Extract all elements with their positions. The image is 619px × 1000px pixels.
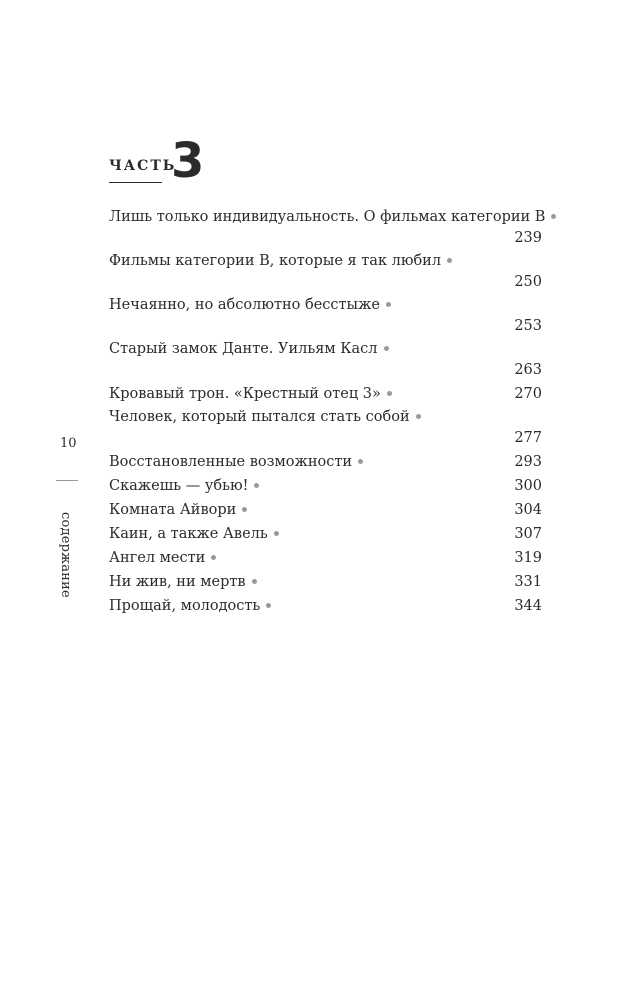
toc-entry-title: Старый замок Данте. Уильям Касл: [109, 341, 378, 357]
toc-entry-page: 270: [514, 386, 542, 402]
toc-entry-page: 263: [514, 362, 542, 378]
toc-entry-page: 239: [514, 230, 542, 246]
bullet-dot-icon: [551, 214, 556, 219]
part-header: [109, 133, 249, 189]
toc-entry-page: 304: [514, 502, 542, 518]
toc-entry-title: Лишь только индивидуальность. О фильмах категории B: [109, 209, 546, 225]
toc-entry: [109, 406, 542, 450]
bullet-dot-icon: [274, 531, 279, 536]
toc-entry-page: 293: [514, 454, 542, 470]
toc-entry-title: Фильмы категории B, которые я так любил: [109, 253, 442, 269]
toc-entry-page: 253: [514, 318, 542, 334]
toc-entry-title: Скажешь — убью!: [109, 478, 249, 494]
toc-entry-page: 331: [514, 574, 542, 590]
toc-entry-page: 307: [514, 526, 542, 542]
sidebar-divider: [56, 480, 78, 481]
toc-entry: [109, 206, 546, 250]
toc-entry: [109, 382, 542, 406]
toc-entry: [109, 294, 542, 338]
toc-entry-title: Ни жив, ни мертв: [109, 574, 246, 590]
bullet-dot-icon: [242, 507, 247, 512]
toc-entry-title: Комната Айвори: [109, 502, 237, 518]
toc-entry: [109, 498, 542, 522]
toc-entry: [109, 546, 542, 570]
toc-entry-page: 277: [514, 430, 542, 446]
bullet-dot-icon: [386, 302, 391, 307]
toc-entry-page: 300: [514, 478, 542, 494]
bullet-dot-icon: [358, 459, 363, 464]
table-of-contents: [109, 206, 546, 618]
toc-entry: [109, 338, 542, 382]
bullet-dot-icon: [252, 579, 257, 584]
toc-entry-page: 319: [514, 550, 542, 566]
toc-entry-title: Восстановленные возможности: [109, 454, 353, 470]
part-number: 3: [171, 133, 205, 189]
toc-entry: [109, 570, 542, 594]
toc-entry-title: Нечаянно, но абсолютно бесстыже: [109, 297, 381, 313]
bullet-dot-icon: [387, 391, 392, 396]
toc-entry-title: Ангел мести: [109, 550, 206, 566]
toc-entry-title: Каин, а также Авель: [109, 526, 268, 542]
toc-entry-title: Кровавый трон. «Крестный отец 3»: [109, 386, 381, 402]
bullet-dot-icon: [447, 258, 452, 263]
toc-entry-title: Человек, который пытался стать собой: [109, 409, 410, 425]
part-underline: [109, 182, 162, 183]
section-label: содержание: [58, 512, 73, 598]
toc-entry-title: Прощай, молодость: [109, 598, 261, 614]
bullet-dot-icon: [416, 414, 421, 419]
toc-entry: [109, 450, 542, 474]
toc-entry-page: 250: [514, 274, 542, 290]
bullet-dot-icon: [211, 555, 216, 560]
toc-entry: [109, 522, 542, 546]
page-number: 10: [60, 436, 77, 451]
bullet-dot-icon: [266, 603, 271, 608]
bullet-dot-icon: [254, 483, 259, 488]
toc-entry: [109, 250, 542, 294]
toc-entry: [109, 474, 542, 498]
bullet-dot-icon: [384, 346, 389, 351]
toc-entry-page: 344: [514, 598, 542, 614]
part-word: ЧАСТЬ: [109, 158, 177, 174]
toc-entry: [109, 594, 542, 618]
